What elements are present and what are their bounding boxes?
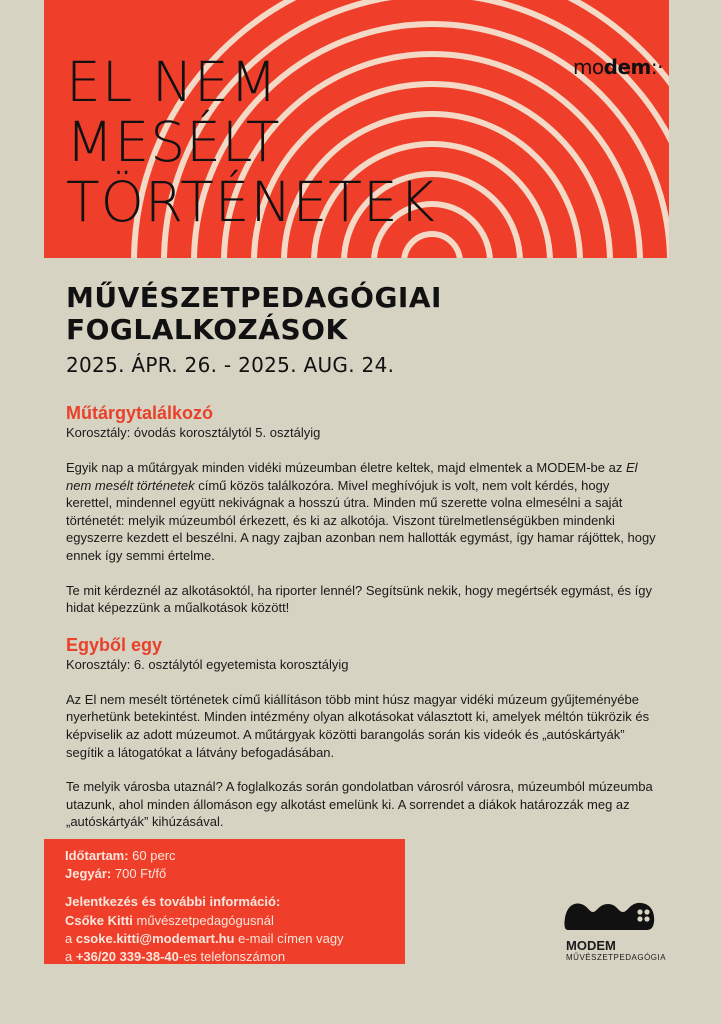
email-line: a csoke.kitti@modemart.hu e-mail címen vagy bbox=[65, 930, 344, 946]
age-group: Korosztály: óvodás korosztálytól 5. osztályig bbox=[66, 425, 321, 440]
modem-logo bbox=[562, 896, 667, 963]
phone-line: a +36/20 339-38-40-es telefonszámon bbox=[65, 949, 286, 965]
program-subtitle bbox=[66, 282, 442, 346]
modem-wordmark: modem:· bbox=[572, 55, 663, 79]
logo-name: MODEM bbox=[566, 938, 616, 953]
email-link[interactable]: csoke.kitti@modemart.hu bbox=[75, 930, 235, 946]
contact-person: Csőke Kitti művészetpedagógusnál bbox=[65, 912, 274, 928]
section-title: Műtárgytalálkozó bbox=[66, 403, 214, 423]
date-range: 2025. ÁPR. 26. - 2025. AUG. 24. bbox=[66, 353, 395, 377]
paragraph: Egyik nap a műtárgyak minden vidéki múzeumban életre keltek, majd elmentek a MODEM-be az El nem mesélt történetek című közös találkozóra. Mivel meghívójuk is volt, nem volt kérdés, hogy kerettel, mindennel együtt nekivágnak a hosszú útra. Minden mű szerette volna elmesélni a saját történetét: melyik múzeumból érkezett, és ki az alkotója. Viszont türelmetlenségükben mindenki egyszerre kezdett el beszélni. A nagy zajban azonban nem hallották egymást, így hamar rájöttek, hogy ennek így semmi értelme. bbox=[66, 460, 656, 563]
subtitle-line: FOGLALKOZÁSOK bbox=[66, 313, 348, 346]
section-title: Egyből egy bbox=[66, 634, 163, 655]
paragraph: Te mit kérdeznél az alkotásoktól, ha riporter lennél? Segítsünk nekik, hogy megértsék egymást, és így hidat képezzünk a műalkotások között! bbox=[66, 582, 653, 616]
modem-logo-icon bbox=[562, 896, 658, 936]
paragraph: Te melyik városba utaznál? A foglalkozás során gondolatban városról városra, múzeumból múzeumba utazunk, ahol minden állomáson egy alkotást emelünk ki. A sorrendet a diákok határozzák meg az „autóskártyák” kihúzásával. bbox=[66, 779, 653, 830]
main-content bbox=[66, 402, 656, 848]
hero-banner bbox=[44, 0, 669, 258]
title-line: TÖRTÉNETEK bbox=[66, 170, 436, 234]
exhibition-title bbox=[66, 52, 436, 232]
section-mutargytalalkozo bbox=[66, 402, 656, 617]
duration-line: Időtartam: 60 perc bbox=[65, 848, 176, 863]
title-line: MESÉLT bbox=[66, 110, 281, 174]
contact-heading: Jelentkezés és további információ: bbox=[65, 894, 281, 910]
phone-link[interactable]: +36/20 339-38-40 bbox=[75, 949, 179, 965]
age-group: Korosztály: 6. osztálytól egyetemista korosztályig bbox=[66, 656, 349, 672]
subtitle-line: MŰVÉSZETPEDAGÓGIAI bbox=[66, 281, 442, 314]
ticket-line: Jegyár: 700 Ft/fő bbox=[65, 866, 167, 882]
info-box bbox=[44, 839, 405, 964]
title-line: EL NEM bbox=[66, 50, 279, 114]
paragraph: Az El nem mesélt történetek című kiállításon több mint húsz magyar vidéki múzeum gyűjteményébe nyerhetünk betekintést. Minden intézmény olyan alkotásokat választott ki, amelyek méltón tükrözik és képviselik az adott múzeumot. A műtárgyak közötti barangolás során kis videók és „autóskártyák” segítik a látogatókat a látvány befogadásában. bbox=[66, 691, 650, 760]
logo-subtitle: MŰVÉSZETPEDAGÓGIA bbox=[566, 953, 667, 962]
section-egybol-egy bbox=[66, 634, 656, 831]
